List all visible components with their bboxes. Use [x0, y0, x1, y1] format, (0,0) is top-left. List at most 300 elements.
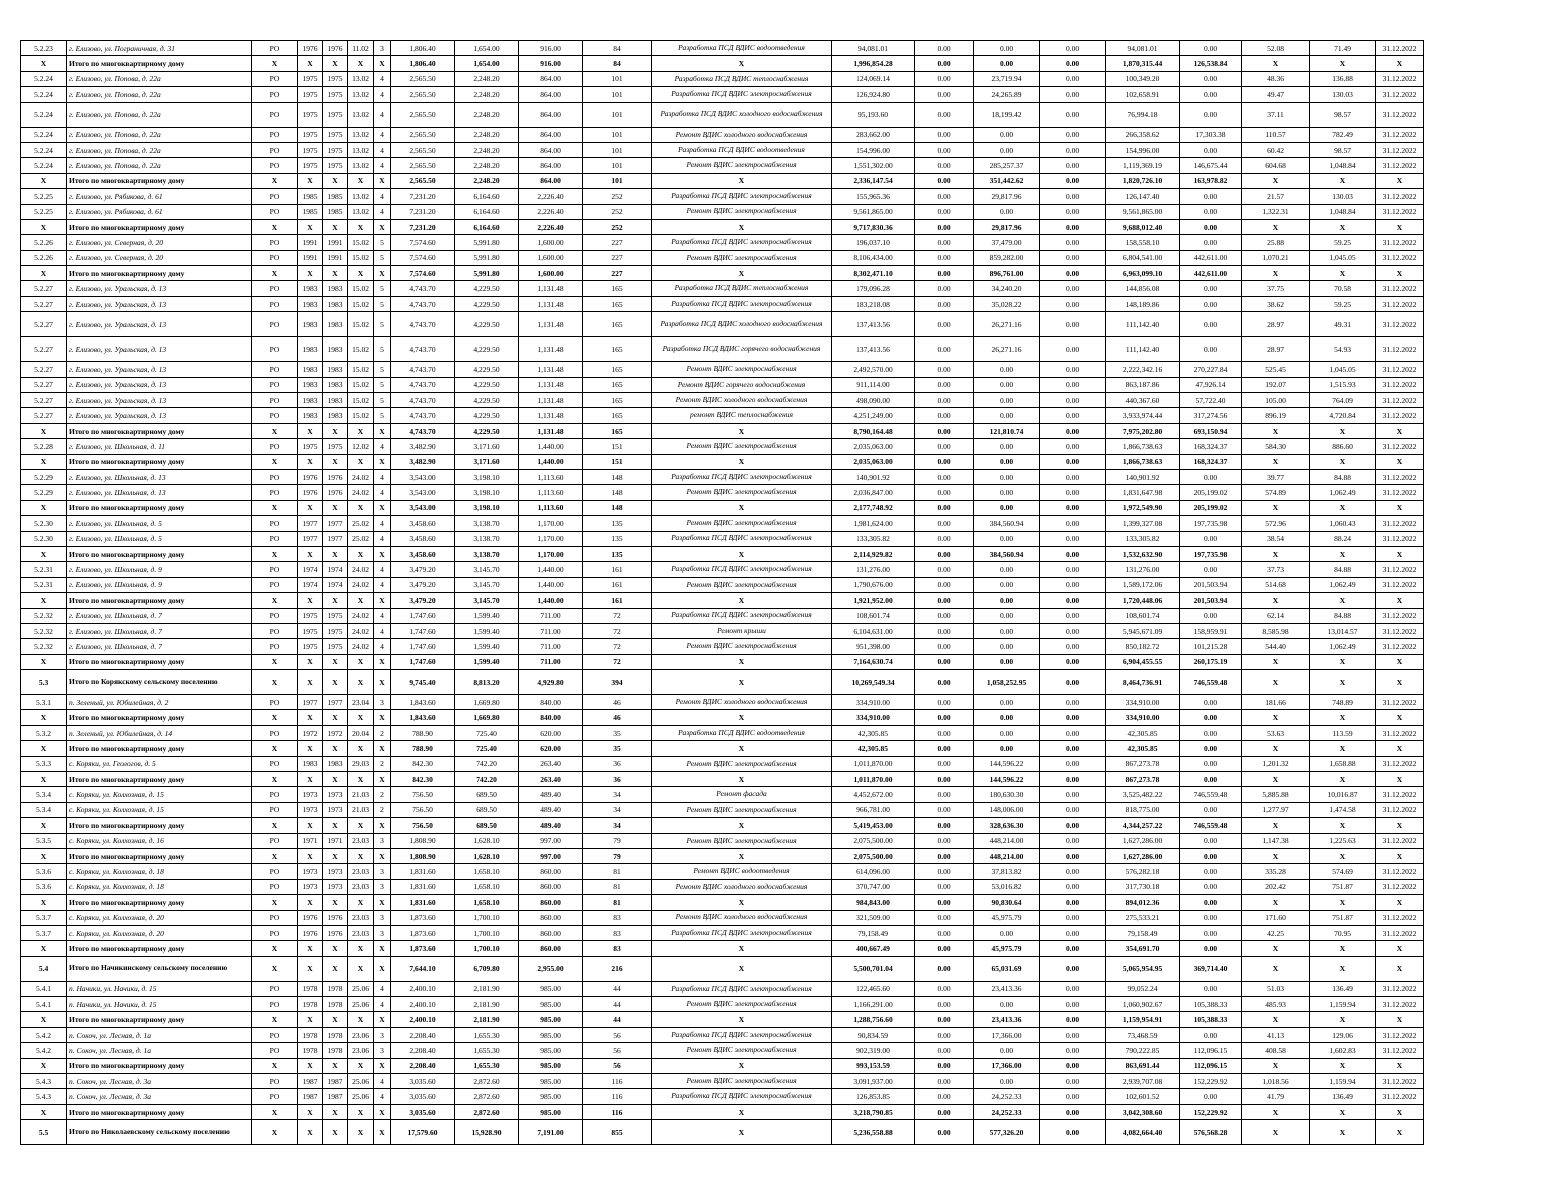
table-cell: 38.62: [1242, 296, 1310, 311]
table-cell: РО: [252, 393, 298, 408]
table-cell: 1,131.48: [519, 393, 583, 408]
table-cell: 1,831.60: [391, 864, 455, 879]
table-row: [21, 1089, 1424, 1104]
table-cell: 283,662.00: [832, 127, 915, 142]
table-cell: 0.00: [974, 204, 1040, 219]
table-cell: X: [298, 219, 323, 234]
table-cell: 5.2.27: [21, 393, 67, 408]
table-cell: 102,658.91: [1106, 87, 1180, 102]
table-cell: с. Коряки, ул. Колхозная, д. 18: [67, 864, 252, 879]
table-cell: 15.02: [348, 312, 374, 337]
table-cell: 140,901.92: [1106, 469, 1180, 484]
table-cell: РО: [252, 833, 298, 848]
table-cell: 544.40: [1242, 639, 1310, 654]
table-cell: 3,933,974.44: [1106, 408, 1180, 423]
table-cell: 90,830.64: [974, 895, 1040, 910]
table-cell: г. Елизово, ул. Рябикова, д. 61: [67, 204, 252, 219]
table-row: [21, 981, 1424, 996]
table-cell: п. Сокоч, ул. Лесная, д. 1а: [67, 1043, 252, 1058]
table-cell: 0.00: [1040, 848, 1106, 863]
table-cell: 1976: [298, 910, 323, 925]
table-cell: 1,131.48: [519, 423, 583, 438]
table-cell: 1,058,252.95: [974, 670, 1040, 695]
table-cell: X: [1310, 500, 1376, 515]
table-cell: 2,181.90: [455, 1012, 519, 1027]
table-cell: Разработка ПСД ВДИС электроснабжения: [652, 189, 832, 204]
table-cell: 31.12.2022: [1376, 1027, 1424, 1042]
table-cell: 1,159,954.91: [1106, 1012, 1180, 1027]
table-cell: 56: [583, 1058, 652, 1073]
table-cell: 192.07: [1242, 377, 1310, 392]
table-cell: Итого по многоквартирному дому: [67, 772, 252, 787]
table-cell: 896.19: [1242, 408, 1310, 423]
table-cell: 0.00: [1180, 296, 1242, 311]
table-cell: 0.00: [915, 439, 974, 454]
table-cell: X: [652, 1104, 832, 1119]
table-cell: 1,131.48: [519, 312, 583, 337]
table-cell: 1,170.00: [519, 546, 583, 561]
table-cell: X: [652, 219, 832, 234]
table-cell: 742.20: [455, 772, 519, 787]
table-cell: 25.02: [348, 531, 374, 546]
table-cell: 0.00: [974, 500, 1040, 515]
table-cell: 3,458.60: [391, 516, 455, 531]
table-cell: X: [21, 741, 67, 756]
table-cell: 1,599.40: [455, 639, 519, 654]
table-cell: 4,229.50: [455, 377, 519, 392]
table-cell: X: [252, 173, 298, 188]
table-cell: г. Елизово, ул. Северная, д. 20: [67, 250, 252, 265]
table-cell: 0.00: [1040, 266, 1106, 281]
table-cell: 4,229.50: [455, 362, 519, 377]
table-cell: 5,991.80: [455, 266, 519, 281]
table-cell: Итого по многоквартирному дому: [67, 593, 252, 608]
table-cell: 1977: [298, 695, 323, 710]
table-cell: 1,131.48: [519, 281, 583, 296]
table-cell: 21.57: [1242, 189, 1310, 204]
table-cell: 1976: [323, 41, 348, 56]
table-cell: 13.02: [348, 158, 374, 173]
table-cell: 0.00: [1040, 296, 1106, 311]
table-cell: 6,164.60: [455, 219, 519, 234]
table-cell: 0.00: [915, 802, 974, 817]
table-cell: 112,096.15: [1180, 1058, 1242, 1073]
table-cell: X: [374, 710, 391, 725]
table-cell: 81: [583, 895, 652, 910]
table-cell: 196,037.10: [832, 235, 915, 250]
table-cell: X: [1242, 670, 1310, 695]
table-cell: 1,440.00: [519, 593, 583, 608]
table-cell: 1975: [298, 102, 323, 127]
table-cell: 88.24: [1310, 531, 1376, 546]
table-cell: 46: [583, 695, 652, 710]
table-cell: 5,991.80: [455, 250, 519, 265]
table-cell: 112,096.15: [1180, 1043, 1242, 1058]
table-cell: 850,182.72: [1106, 639, 1180, 654]
table-cell: 1,515.93: [1310, 377, 1376, 392]
table-cell: 764.09: [1310, 393, 1376, 408]
table-cell: 0.00: [974, 531, 1040, 546]
table-cell: 1,658.10: [455, 879, 519, 894]
table-cell: 24,252.33: [974, 1089, 1040, 1104]
table-cell: 73,468.59: [1106, 1027, 1180, 1042]
table-cell: 0.00: [915, 546, 974, 561]
table-cell: РО: [252, 41, 298, 56]
table-cell: 79,158.49: [832, 925, 915, 940]
house-total-row: [21, 454, 1424, 469]
table-row: [21, 235, 1424, 250]
house-total-row: [21, 654, 1424, 669]
table-cell: 5,419,453.00: [832, 818, 915, 833]
table-cell: 4: [374, 577, 391, 592]
table-cell: X: [1310, 818, 1376, 833]
table-cell: X: [1376, 710, 1424, 725]
table-cell: РО: [252, 925, 298, 940]
table-cell: 31.12.2022: [1376, 235, 1424, 250]
table-cell: X: [348, 956, 374, 981]
table-cell: г. Елизово, ул. Уральская, д. 13: [67, 312, 252, 337]
table-cell: 0.00: [915, 593, 974, 608]
table-cell: 84: [583, 41, 652, 56]
table-cell: 0.00: [1040, 71, 1106, 86]
table-cell: 5,991.80: [455, 235, 519, 250]
table-cell: 4: [374, 142, 391, 157]
table-cell: 4,229.50: [455, 423, 519, 438]
table-cell: 317,730.18: [1106, 879, 1180, 894]
table-cell: 4: [374, 623, 391, 638]
table-cell: 4: [374, 997, 391, 1012]
table-cell: 3,218,790.85: [832, 1104, 915, 1119]
table-cell: X: [21, 1012, 67, 1027]
table-cell: 5.2.24: [21, 87, 67, 102]
table-cell: 0.00: [1040, 997, 1106, 1012]
table-cell: 31.12.2022: [1376, 337, 1424, 362]
table-cell: X: [323, 848, 348, 863]
table-cell: 2,872.60: [455, 1089, 519, 1104]
table-cell: 0.00: [1180, 695, 1242, 710]
table-cell: X: [652, 741, 832, 756]
table-cell: 5,500,701.04: [832, 956, 915, 981]
table-cell: 31.12.2022: [1376, 516, 1424, 531]
table-cell: 5.2.24: [21, 158, 67, 173]
table-cell: 6,904,455.55: [1106, 654, 1180, 669]
table-cell: г. Елизово, ул. Попова, д. 22а: [67, 127, 252, 142]
table-cell: РО: [252, 864, 298, 879]
table-cell: 1,602.83: [1310, 1043, 1376, 1058]
table-cell: 788.90: [391, 741, 455, 756]
table-cell: 3: [374, 695, 391, 710]
table-cell: 0.00: [915, 362, 974, 377]
table-cell: 5.3.3: [21, 756, 67, 771]
table-cell: X: [652, 56, 832, 71]
table-cell: 6,804,541.00: [1106, 250, 1180, 265]
table-cell: 136.88: [1310, 71, 1376, 86]
table-cell: 1972: [323, 725, 348, 740]
table-cell: 4: [374, 562, 391, 577]
table-cell: X: [1242, 56, 1310, 71]
table-cell: 0.00: [915, 879, 974, 894]
table-cell: 31.12.2022: [1376, 925, 1424, 940]
table-cell: 31.12.2022: [1376, 377, 1424, 392]
table-cell: 5.2.27: [21, 281, 67, 296]
table-cell: с. Коряки, ул. Колхозная, д. 20: [67, 925, 252, 940]
table-cell: 31.12.2022: [1376, 296, 1424, 311]
table-cell: 384,560.94: [974, 516, 1040, 531]
table-cell: 1,658.88: [1310, 756, 1376, 771]
table-cell: РО: [252, 802, 298, 817]
table-cell: 489.40: [519, 818, 583, 833]
table-cell: РО: [252, 485, 298, 500]
table-cell: X: [298, 941, 323, 956]
table-cell: 0.00: [974, 710, 1040, 725]
table-cell: X: [652, 266, 832, 281]
table-cell: 384,560.94: [974, 546, 1040, 561]
table-cell: 0.00: [1180, 941, 1242, 956]
table-cell: Ремонт ВДИС холодного водоснабжения: [652, 910, 832, 925]
table-cell: 227: [583, 235, 652, 250]
table-cell: 0.00: [974, 695, 1040, 710]
table-cell: 5.4: [21, 956, 67, 981]
table-row: [21, 142, 1424, 157]
table-cell: г. Елизово, ул. Школьная, д. 7: [67, 623, 252, 638]
table-cell: 0.00: [1040, 1012, 1106, 1027]
table-cell: РО: [252, 281, 298, 296]
table-cell: 1,045.05: [1310, 362, 1376, 377]
table-cell: 1975: [323, 127, 348, 142]
table-row: [21, 296, 1424, 311]
table-cell: г. Елизово, ул. Школьная, д. 7: [67, 608, 252, 623]
table-cell: 5,065,954.95: [1106, 956, 1180, 981]
table-cell: 45,975.79: [974, 910, 1040, 925]
table-cell: РО: [252, 639, 298, 654]
table-cell: X: [323, 423, 348, 438]
table-cell: 1975: [323, 71, 348, 86]
table-cell: X: [252, 772, 298, 787]
table-cell: 354,691.70: [1106, 941, 1180, 956]
table-cell: 4: [374, 981, 391, 996]
table-cell: 334,910.00: [1106, 695, 1180, 710]
table-cell: 31.12.2022: [1376, 41, 1424, 56]
table-cell: с. Коряки, ул. Колхозная, д. 15: [67, 787, 252, 802]
table-cell: 137,413.56: [832, 312, 915, 337]
table-cell: 0.00: [1180, 204, 1242, 219]
table-cell: Ремонт ВДИС холодного водоснабжения: [652, 393, 832, 408]
table-cell: 154,996.00: [1106, 142, 1180, 157]
table-cell: 328,636.30: [974, 818, 1040, 833]
table-cell: 111,142.40: [1106, 312, 1180, 337]
table-cell: 5.3.5: [21, 833, 67, 848]
table-cell: 0.00: [1180, 756, 1242, 771]
table-cell: X: [348, 1104, 374, 1119]
table-cell: РО: [252, 756, 298, 771]
table-cell: 3,482.90: [391, 454, 455, 469]
table-cell: X: [652, 956, 832, 981]
table-cell: 17,579.60: [391, 1120, 455, 1145]
table-cell: X: [298, 423, 323, 438]
table-cell: 867,273.78: [1106, 756, 1180, 771]
table-cell: 1,747.60: [391, 623, 455, 638]
table-cell: 154,996.00: [832, 142, 915, 157]
table-cell: 3,145.70: [455, 562, 519, 577]
table-cell: X: [348, 941, 374, 956]
table-cell: 1985: [323, 204, 348, 219]
table-cell: 985.00: [519, 1089, 583, 1104]
table-cell: 1974: [298, 577, 323, 592]
table-cell: 161: [583, 577, 652, 592]
table-cell: 1,113.60: [519, 485, 583, 500]
table-cell: 31.12.2022: [1376, 204, 1424, 219]
table-cell: 116: [583, 1089, 652, 1104]
table-cell: Разработка ПСД ВДИС электроснабжения: [652, 1027, 832, 1042]
table-cell: X: [1376, 941, 1424, 956]
table-cell: 165: [583, 393, 652, 408]
table-cell: 59.25: [1310, 296, 1376, 311]
table-cell: 0.00: [1040, 41, 1106, 56]
table-cell: 0.00: [1040, 956, 1106, 981]
settlement-total-row: [21, 670, 1424, 695]
table-cell: 71.49: [1310, 41, 1376, 56]
table-cell: 911,114.00: [832, 377, 915, 392]
table-cell: 31.12.2022: [1376, 189, 1424, 204]
table-cell: 38.54: [1242, 531, 1310, 546]
table-cell: 5.2.26: [21, 250, 67, 265]
table-cell: 0.00: [1180, 895, 1242, 910]
table-cell: 0.00: [974, 725, 1040, 740]
table-row: [21, 41, 1424, 56]
table-cell: 227: [583, 266, 652, 281]
table-cell: X: [1376, 266, 1424, 281]
table-cell: 37,479.00: [974, 235, 1040, 250]
table-cell: 165: [583, 337, 652, 362]
table-cell: 1,843.60: [391, 710, 455, 725]
table-cell: 4,743.70: [391, 377, 455, 392]
table-cell: 37.75: [1242, 281, 1310, 296]
table-cell: Разработка ПСД ВДИС электроснабжения: [652, 87, 832, 102]
table-cell: 0.00: [1040, 741, 1106, 756]
table-cell: 788.90: [391, 725, 455, 740]
table-cell: 0.00: [1040, 56, 1106, 71]
table-cell: РО: [252, 337, 298, 362]
table-cell: 79: [583, 833, 652, 848]
table-cell: 0.00: [1040, 654, 1106, 669]
table-cell: 24.02: [348, 485, 374, 500]
table-cell: Разработка ПСД ВДИС горячего водоснабжения: [652, 337, 832, 362]
table-cell: 17,303.38: [1180, 127, 1242, 142]
house-total-row: [21, 219, 1424, 234]
table-cell: 130.03: [1310, 189, 1376, 204]
table-cell: РО: [252, 204, 298, 219]
table-cell: X: [652, 818, 832, 833]
table-cell: 1976: [323, 485, 348, 500]
table-cell: 1971: [323, 833, 348, 848]
table-cell: 0.00: [1180, 725, 1242, 740]
table-cell: 135: [583, 516, 652, 531]
table-row: [21, 802, 1424, 817]
table-cell: 1983: [323, 281, 348, 296]
table-cell: 1,669.80: [455, 695, 519, 710]
table-cell: 5.2.30: [21, 516, 67, 531]
table-cell: 1983: [323, 377, 348, 392]
table-cell: X: [348, 266, 374, 281]
table-cell: 7,231.20: [391, 189, 455, 204]
table-cell: 5.2.31: [21, 577, 67, 592]
table-cell: 98.57: [1310, 142, 1376, 157]
table-cell: 0.00: [915, 833, 974, 848]
table-cell: 148,006.00: [974, 802, 1040, 817]
table-cell: 0.00: [1040, 895, 1106, 910]
table-cell: 864.00: [519, 71, 583, 86]
table-cell: 902,319.00: [832, 1043, 915, 1058]
table-cell: 2,565.50: [391, 158, 455, 173]
table-cell: X: [1242, 173, 1310, 188]
table-cell: 0.00: [1040, 608, 1106, 623]
table-cell: 0.00: [915, 87, 974, 102]
table-cell: X: [348, 741, 374, 756]
table-cell: Ремонт ВДИС электроснабжения: [652, 756, 832, 771]
table-cell: 2,248.20: [455, 71, 519, 86]
table-cell: X: [374, 1058, 391, 1073]
table-cell: 0.00: [915, 1120, 974, 1145]
table-cell: 4,229.50: [455, 296, 519, 311]
table-row: [21, 362, 1424, 377]
table-cell: Ремонт ВДИС электроснабжения: [652, 485, 832, 500]
table-cell: 1,790,676.00: [832, 577, 915, 592]
table-cell: 2,226.40: [519, 204, 583, 219]
table-cell: 985.00: [519, 997, 583, 1012]
table-cell: 1,627,286.00: [1106, 833, 1180, 848]
table-cell: X: [348, 895, 374, 910]
table-cell: 3,479.20: [391, 577, 455, 592]
table-cell: 4: [374, 87, 391, 102]
table-cell: 0.00: [915, 454, 974, 469]
table-cell: 2,181.90: [455, 981, 519, 996]
table-cell: X: [1242, 848, 1310, 863]
table-cell: 6,104,631.00: [832, 623, 915, 638]
table-cell: 0.00: [974, 393, 1040, 408]
table-cell: 23.06: [348, 1043, 374, 1058]
table-cell: г. Елизово, ул. Школьная, д. 9: [67, 562, 252, 577]
table-cell: Итого по многоквартирному дому: [67, 941, 252, 956]
table-row: [21, 250, 1424, 265]
table-cell: 1975: [298, 608, 323, 623]
table-cell: Разработка ПСД ВДИС холодного водоснабжения: [652, 102, 832, 127]
table-cell: 0.00: [915, 818, 974, 833]
table-cell: X: [1310, 741, 1376, 756]
table-cell: 4,229.50: [455, 393, 519, 408]
table-cell: X: [1310, 670, 1376, 695]
table-cell: X: [21, 654, 67, 669]
table-cell: 1,808.90: [391, 848, 455, 863]
table-cell: 3: [374, 864, 391, 879]
table-cell: Итого по Начикинскому сельскому поселению: [67, 956, 252, 981]
table-cell: 15.02: [348, 337, 374, 362]
table-cell: 130.03: [1310, 87, 1376, 102]
table-cell: 4,229.50: [455, 281, 519, 296]
table-cell: 0.00: [974, 469, 1040, 484]
table-cell: 8,813.20: [455, 670, 519, 695]
table-cell: 165: [583, 362, 652, 377]
table-cell: X: [252, 1012, 298, 1027]
table-cell: 10,269,549.34: [832, 670, 915, 695]
table-cell: 5.2.24: [21, 127, 67, 142]
table-cell: 370,747.00: [832, 879, 915, 894]
table-cell: 1,018.56: [1242, 1074, 1310, 1089]
table-cell: 31.12.2022: [1376, 879, 1424, 894]
table-cell: 31.12.2022: [1376, 725, 1424, 740]
table-cell: 31.12.2022: [1376, 485, 1424, 500]
table-cell: X: [252, 1120, 298, 1145]
table-cell: 985.00: [519, 1027, 583, 1042]
